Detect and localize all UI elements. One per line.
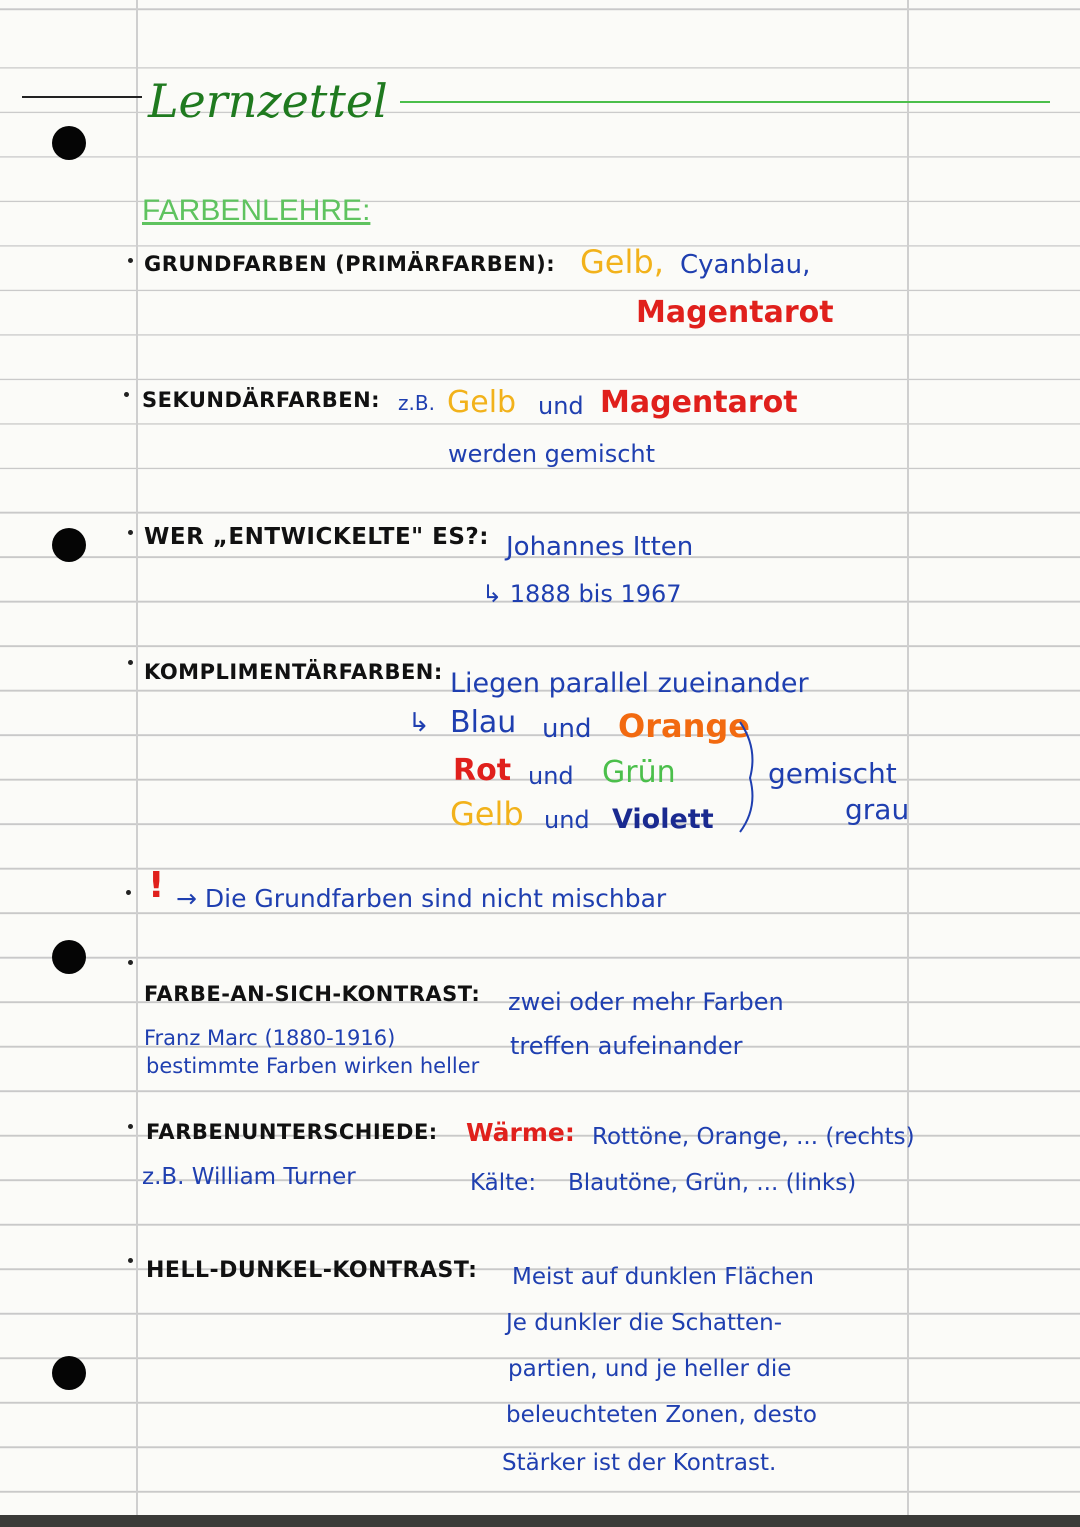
komplementaer-label: KOMPLIMENTÄRFARBEN: — [144, 660, 443, 684]
punch-hole — [52, 1356, 86, 1390]
pair2-gruen: Grün — [602, 755, 676, 790]
wer-name: Johannes Itten — [506, 532, 694, 562]
grundfarben-label: GRUNDFARBEN (PRIMÄRFARBEN): — [144, 252, 556, 276]
brace-icon — [736, 718, 766, 836]
bullet — [128, 1258, 133, 1263]
unterschiede-zb: z.B. William Turner — [142, 1164, 356, 1190]
pair3-violett: Violett — [612, 804, 714, 835]
hell-dunkel-line1: Meist auf dunklen Flächen — [512, 1264, 814, 1290]
sekundaer-zb: z.B. — [398, 391, 435, 415]
punch-hole — [52, 126, 86, 160]
bullet — [128, 530, 133, 535]
sekundaer-und: und — [538, 392, 584, 420]
pair3-und: und — [544, 806, 590, 834]
pair2-und: und — [528, 762, 574, 790]
grundfarben-cyan: Cyanblau, — [680, 250, 811, 280]
waerme-label: Wärme: — [466, 1118, 575, 1147]
bullet — [128, 258, 133, 263]
title-underline-right — [400, 101, 1050, 103]
wer-label: WER „ENTWICKELTE" ES?: — [144, 524, 489, 550]
mix-grau: grau — [845, 793, 910, 826]
unterschiede-label: FARBENUNTERSCHIEDE: — [146, 1120, 438, 1144]
komplementaer-text: Liegen parallel zueinander — [450, 668, 809, 699]
farbe-an-sich-text3: bestimmte Farben wirken heller — [146, 1054, 480, 1078]
subtitle: FARBENLEHRE: — [142, 194, 371, 227]
kaelte-label: Kälte: — [470, 1170, 537, 1196]
bullet — [128, 660, 133, 665]
page-title: Lernzettel — [148, 74, 388, 128]
pair1-orange: Orange — [618, 707, 750, 745]
grundfarben-gelb: Gelb, — [580, 243, 664, 281]
left-margin-line — [136, 0, 138, 1527]
bullet — [128, 1124, 133, 1129]
bullet — [126, 890, 131, 895]
sekundaer-gelb: Gelb — [447, 385, 517, 420]
bullet — [124, 392, 129, 397]
warning-icon: ! — [148, 865, 165, 906]
hell-dunkel-line5: Stärker ist der Kontrast. — [502, 1450, 777, 1476]
warning-text: → Die Grundfarben sind nicht mischbar — [176, 884, 667, 913]
punch-hole — [52, 528, 86, 562]
hell-dunkel-line2: Je dunkler die Schatten- — [506, 1310, 783, 1336]
sekundaer-line2: werden gemischt — [448, 440, 656, 468]
komplementaer-arrow: ↳ — [408, 708, 430, 738]
pair1-blau: Blau — [450, 705, 517, 740]
mix-gemischt: gemischt — [768, 757, 897, 790]
title-underline-left — [22, 96, 142, 98]
pair1-und: und — [542, 714, 592, 744]
page-bottom-edge — [0, 1515, 1080, 1527]
sekundaer-label: SEKUNDÄRFARBEN: — [142, 388, 381, 412]
wer-dates: ↳ 1888 bis 1967 — [482, 580, 682, 608]
hell-dunkel-line4: beleuchteten Zonen, desto — [506, 1402, 817, 1428]
hell-dunkel-line3: partien, und je heller die — [508, 1356, 792, 1382]
punch-hole — [52, 940, 86, 974]
grundfarben-magenta: Magentarot — [636, 295, 834, 330]
farbe-an-sich-person: Franz Marc (1880-1916) — [144, 1026, 396, 1050]
farbe-an-sich-text1: zwei oder mehr Farben — [508, 988, 784, 1016]
kaelte-text: Blautöne, Grün, ... (links) — [568, 1170, 857, 1196]
bullet — [128, 960, 133, 965]
farbe-an-sich-text2: treffen aufeinander — [510, 1032, 743, 1060]
pair2-rot: Rot — [453, 753, 512, 788]
right-margin-line — [907, 0, 909, 1527]
waerme-text: Rottöne, Orange, ... (rechts) — [592, 1124, 915, 1150]
farbe-an-sich-label: FARBE-AN-SICH-KONTRAST: — [144, 982, 481, 1006]
hell-dunkel-label: HELL-DUNKEL-KONTRAST: — [146, 1258, 478, 1283]
sekundaer-magenta: Magentarot — [600, 385, 798, 420]
pair3-gelb: Gelb — [450, 795, 524, 833]
